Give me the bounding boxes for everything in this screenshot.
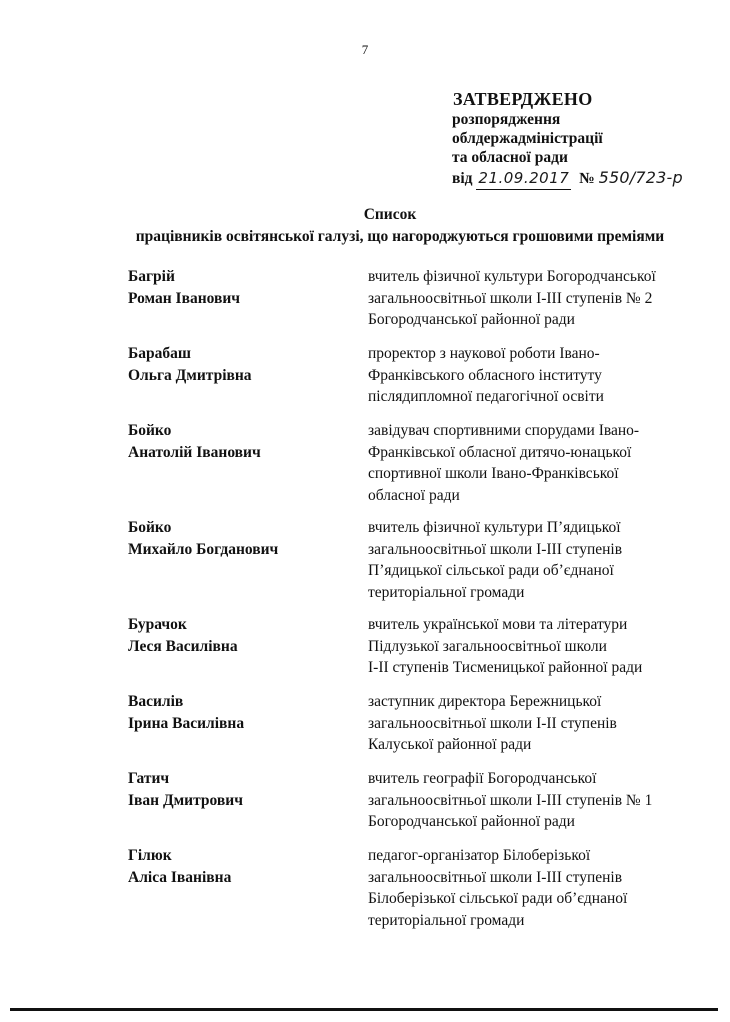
date-prefix: від: [452, 170, 473, 187]
awardee-name: [128, 845, 358, 888]
approval-title: ЗАТВЕРДЖЕНО: [453, 89, 593, 109]
awardee-given-names: Леся Василівна: [128, 637, 238, 655]
awardee-given-names: Ірина Василівна: [128, 714, 245, 732]
position-line: Богородчанської районної ради: [368, 311, 575, 328]
position-line: Франківського обласного інституту: [368, 366, 602, 384]
position-line: вчитель фізичної культури П’ядицької: [368, 519, 621, 536]
approval-line-council: та обласної ради: [452, 149, 568, 166]
position-line: П’ядицької сільської ради об’єднаної: [368, 562, 614, 579]
position-line: територіальної громади: [368, 911, 525, 929]
position-line: вчитель української мови та літератури: [368, 616, 628, 633]
awardee-position: [368, 845, 713, 931]
position-line: завідувач спортивними спорудами Івано-: [368, 422, 640, 439]
position-line: загальноосвітньої школи І-ІІІ ступенів № 2: [368, 289, 653, 307]
awardee-name: [128, 517, 358, 560]
bottom-rule: [10, 1008, 718, 1011]
awardee-given-names: Михайло Богданович: [128, 540, 279, 558]
position-line: загальноосвітньої школи І-ІІІ ступенів: [368, 540, 623, 558]
awardee-position: [368, 517, 713, 603]
awardee-surname: Бурачок: [128, 616, 187, 633]
approval-block: [452, 88, 722, 190]
list-title: Список: [363, 206, 417, 223]
awardee-given-names: Ольга Дмитрівна: [128, 366, 252, 384]
position-line: вчитель фізичної культури Богородчанської: [368, 268, 656, 285]
page-number: 7: [361, 42, 369, 57]
position-line: територіальної громади: [368, 583, 525, 601]
position-line: проректор з наукової роботи Івано-: [368, 345, 600, 362]
awardee-given-names: Роман Іванович: [128, 289, 241, 307]
position-line: І-ІІ ступенів Тисменицької районної ради: [368, 659, 643, 676]
number-prefix: №: [579, 170, 595, 187]
position-line: спортивної школи Івано-Франківської: [368, 465, 619, 482]
approval-line-order: розпорядження: [452, 111, 561, 128]
awardee-name: [128, 768, 358, 811]
position-line: загальноосвітньої школи І-ІІІ ступенів № 1: [368, 791, 653, 809]
position-line: Білоберізької сільської ради об’єднаної: [368, 890, 628, 907]
position-line: обласної ради: [368, 486, 460, 504]
awardee-surname: Василів: [128, 693, 184, 710]
handwritten-date: 21.09.2017: [476, 167, 571, 190]
position-line: вчитель географії Богородчанської: [368, 770, 597, 787]
awardee-name: [128, 691, 358, 734]
awardee-name: [128, 266, 358, 309]
awardee-given-names: Іван Дмитрович: [128, 791, 243, 809]
position-line: Богородчанської районної ради: [368, 813, 575, 830]
position-line: загальноосвітньої школи І-ІІІ ступенів: [368, 868, 623, 886]
awardee-position: [368, 768, 713, 833]
awardee-surname: Бойко: [128, 422, 172, 439]
awardee-name: [128, 614, 358, 657]
awardee-position: [368, 420, 713, 506]
awardee-name: [128, 343, 358, 386]
position-line: педагог-організатор Білоберізької: [368, 847, 591, 864]
awardee-name: [128, 420, 358, 463]
awardee-surname: Бойко: [128, 519, 172, 536]
position-line: післядипломної педагогічної освіти: [368, 388, 604, 405]
awardee-surname: Багрій: [128, 268, 175, 285]
position-line: Калуської районної ради: [368, 736, 532, 753]
position-line: заступник директора Бережницької: [368, 693, 602, 710]
list-subtitle: працівників освітянської галузі, що нагороджуються грошовими преміями: [135, 228, 665, 245]
approval-line-authority: облдержадміністрації: [452, 130, 603, 147]
approval-date-row: [452, 167, 722, 190]
position-line: Франківської обласної дитячо-юнацької: [368, 443, 632, 461]
awardee-given-names: Анатолій Іванович: [128, 443, 261, 461]
awardee-position: [368, 614, 713, 679]
awardee-surname: Гілюк: [128, 847, 172, 864]
handwritten-order-number: 550/723-р: [598, 168, 683, 187]
awardee-surname: Гатич: [128, 770, 170, 787]
awardee-position: [368, 691, 713, 756]
awardee-position: [368, 343, 713, 408]
position-line: Підлузької загальноосвітньої школи: [368, 637, 607, 655]
awardee-surname: Барабаш: [128, 345, 191, 362]
position-line: загальноосвітньої школи І-ІІ ступенів: [368, 714, 617, 732]
awardee-given-names: Аліса Іванівна: [128, 868, 232, 886]
awardee-position: [368, 266, 713, 331]
